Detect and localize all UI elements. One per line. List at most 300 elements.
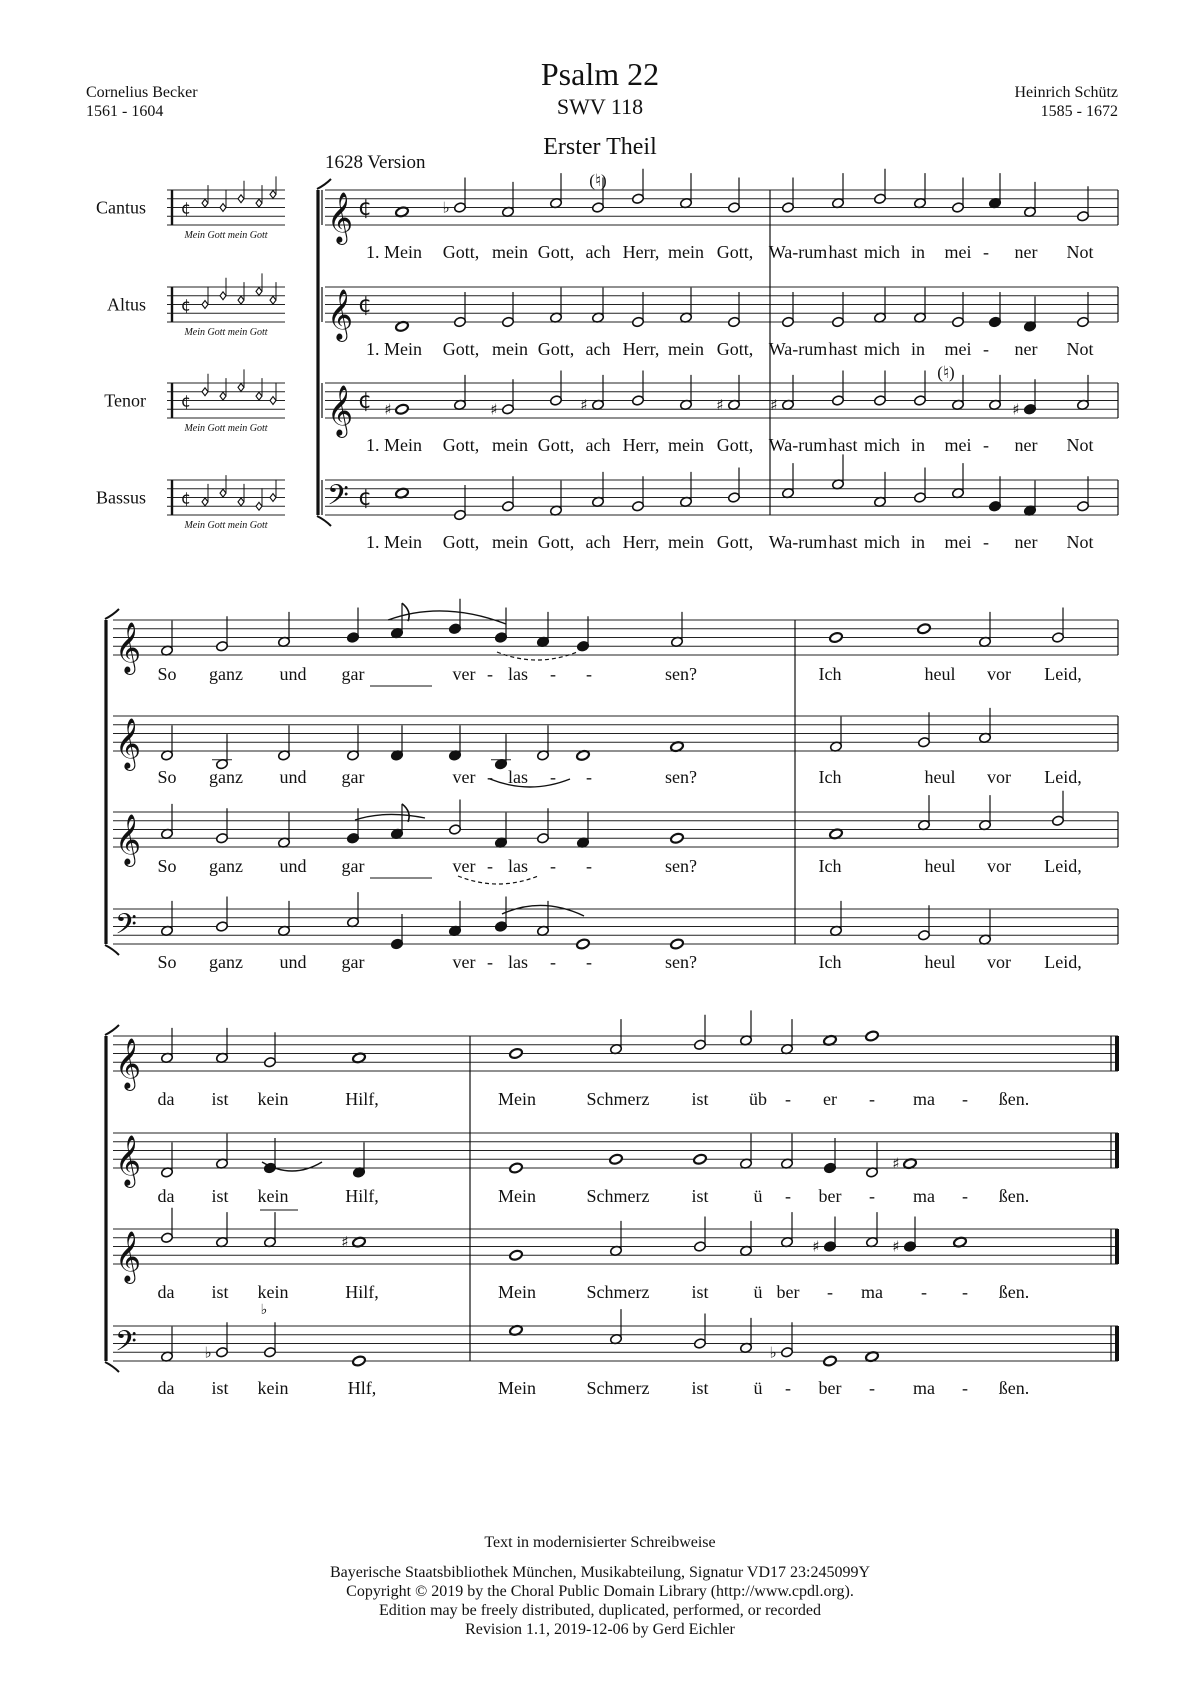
lyric-syllable: mein: [668, 532, 704, 552]
note: [952, 178, 965, 214]
accidental-icon: ♯: [812, 1237, 820, 1256]
note: [550, 173, 563, 209]
note: [216, 1134, 229, 1170]
note: [874, 371, 887, 407]
lyric-syllable: Not: [1066, 242, 1094, 262]
lyric-syllable: Gott,: [537, 435, 575, 455]
note: [918, 712, 931, 748]
note: [832, 454, 845, 490]
lyric-syllable: Schmerz: [586, 1378, 650, 1398]
lyric-syllable: mein: [492, 242, 528, 262]
lyric-syllable: ach: [585, 339, 611, 359]
lyric-syllable: ganz: [209, 856, 243, 876]
footer-line: Copyright © 2019 by the Choral Public Domain Library (http://www.cpdl.org).: [346, 1583, 854, 1600]
lyric-syllable: -: [983, 532, 989, 552]
lyric-syllable: ist: [691, 1378, 709, 1398]
lyric-syllable: -: [983, 242, 989, 262]
note: [347, 808, 360, 844]
note: [770, 375, 794, 414]
accidental-icon: ♯: [770, 395, 778, 414]
lyric-syllable: er: [823, 1089, 837, 1109]
lyric-syllable: heul: [924, 856, 956, 876]
incipit-note: [202, 388, 208, 396]
note: [952, 292, 965, 328]
incipit-label: Mein Gott mein Gott: [184, 230, 268, 241]
bracket-hook: [317, 179, 331, 189]
note: [740, 1134, 753, 1170]
note: [278, 725, 291, 761]
note: [161, 621, 174, 657]
note: [264, 1322, 277, 1358]
lyric-syllable: sen?: [665, 664, 697, 684]
footer-line: Edition may be freely distributed, duplicated, performed, or recorded: [378, 1602, 822, 1619]
note: [632, 169, 645, 205]
lyric-syllable: gar: [341, 856, 365, 876]
lyric-syllable: Wa-rum: [768, 339, 828, 359]
note: [740, 1318, 753, 1354]
accidental-icon: ♭: [204, 1343, 212, 1362]
lyric-syllable: Gott,: [442, 242, 480, 262]
note: [918, 905, 931, 941]
lyric-syllable: mein: [668, 339, 704, 359]
lyric-syllable: mei: [944, 242, 972, 262]
lyric-syllable: hast: [828, 435, 858, 455]
note: [161, 901, 174, 937]
note: [830, 901, 843, 937]
lyric-syllable: Not: [1066, 339, 1094, 359]
note: [832, 292, 845, 328]
note: [670, 832, 684, 844]
lyric-syllable: vor: [987, 856, 1011, 876]
note: [694, 1314, 707, 1350]
note: [495, 813, 508, 849]
lyric-syllable: Wa-rum: [768, 435, 828, 455]
lyric-syllable: So: [157, 856, 177, 876]
accidental-icon: ♭: [442, 198, 450, 217]
note: [829, 632, 843, 644]
lyric-syllable: heul: [924, 952, 956, 972]
note: [391, 603, 410, 639]
treble-clef-icon: 𝄞: [115, 1038, 142, 1089]
editorial-flat-icon: ♭: [260, 1302, 268, 1318]
footer: [0, 1533, 1200, 1639]
notehead: [693, 1153, 707, 1165]
notehead: [823, 1355, 837, 1367]
note: [509, 1162, 523, 1174]
lyric-syllable: kein: [257, 1282, 289, 1302]
note: [204, 1322, 228, 1361]
note: [550, 481, 563, 517]
lyric-syllable: -: [550, 856, 556, 876]
note-flag: [402, 804, 409, 822]
note: [740, 1221, 753, 1257]
note: [454, 485, 467, 521]
note: [781, 1134, 794, 1170]
lyric-syllable: Mein: [498, 1378, 536, 1398]
lyric-syllable: -: [487, 767, 493, 787]
note: [449, 599, 462, 635]
time-signature-icon: ¢: [358, 388, 372, 414]
staff: [113, 620, 1118, 655]
note: [347, 892, 360, 928]
lyric-syllable: ist: [211, 1186, 229, 1206]
lyric-syllable: las: [508, 952, 528, 972]
lyric-syllable: sen?: [665, 856, 697, 876]
accidental-icon: ♯: [716, 395, 724, 414]
note: [509, 1249, 523, 1261]
note: [216, 616, 229, 652]
lyric-syllable: -: [586, 856, 592, 876]
note: [716, 375, 740, 414]
lyric-syllable: ü: [753, 1282, 763, 1302]
note-flag: [402, 603, 409, 621]
lyric-syllable: 1. Mein: [366, 435, 422, 455]
lyric-syllable: ber: [776, 1282, 800, 1302]
lyric-syllable: Ich: [818, 767, 842, 787]
lyric-syllable: Gott,: [442, 339, 480, 359]
lyric-syllable: ach: [585, 242, 611, 262]
lyric-syllable: Not: [1066, 435, 1094, 455]
lyric-syllable: -: [869, 1186, 875, 1206]
version-label: 1628 Version: [325, 152, 426, 173]
note: [161, 1142, 174, 1178]
lyric-syllable: Mein: [498, 1186, 536, 1206]
lyric-syllable: und: [279, 767, 307, 787]
lyric-syllable: -: [962, 1282, 968, 1302]
lyric-syllable: ber: [818, 1186, 842, 1206]
notehead: [917, 623, 931, 635]
lyric-syllable: vor: [987, 767, 1011, 787]
treble-clef-icon: 𝄞: [115, 1135, 142, 1186]
note: [537, 612, 550, 648]
note: [728, 292, 741, 328]
note: [1052, 791, 1065, 827]
lyric-syllable: -: [487, 856, 493, 876]
accidental-icon: ♯: [490, 400, 498, 419]
note: [812, 1217, 836, 1256]
lyric-syllable: Ich: [818, 664, 842, 684]
incipit-label: Mein Gott mein Gott: [184, 520, 268, 531]
notehead: [609, 1153, 623, 1165]
lyric-syllable: ma: [913, 1089, 935, 1109]
note: [728, 468, 741, 504]
lyric-syllable: ganz: [209, 952, 243, 972]
treble-clef-icon: 𝄞: [327, 385, 354, 436]
notehead: [509, 1162, 523, 1174]
bracket-hook: [105, 1025, 119, 1035]
lyric-syllable: -: [983, 339, 989, 359]
incipit-note: [220, 292, 226, 300]
note: [769, 1322, 793, 1361]
note: [892, 1155, 917, 1173]
lyric-syllable: ßen.: [998, 1282, 1030, 1302]
lyric-syllable: -: [962, 1186, 968, 1206]
lyric-syllable: So: [157, 952, 177, 972]
note: [502, 292, 515, 328]
catalog-number: SWV 118: [556, 94, 644, 119]
lyric-syllable: kein: [257, 1089, 289, 1109]
accidental-icon: ♯: [892, 1237, 900, 1256]
lyric-syllable: ach: [585, 435, 611, 455]
note: [952, 463, 965, 499]
lyric-syllable: Not: [1066, 532, 1094, 552]
note: [670, 938, 684, 950]
note: [576, 938, 590, 950]
lyric-syllable: Leid,: [1044, 664, 1082, 684]
treble-clef-icon: 𝄞: [115, 814, 142, 865]
treble-clef-icon: 𝄞: [115, 622, 142, 673]
note: [1077, 186, 1090, 222]
lyric-syllable: mich: [864, 435, 900, 455]
accidental-icon: ♯: [384, 400, 392, 419]
lyric-syllable: 1. Mein: [366, 532, 422, 552]
lyric-syllable: ver: [452, 856, 476, 876]
lyric-syllable: So: [157, 664, 177, 684]
note: [278, 901, 291, 937]
editorial-accidental: (♮): [589, 171, 607, 190]
slur: [490, 779, 570, 787]
lyric-syllable: -: [869, 1378, 875, 1398]
notehead: [670, 832, 684, 844]
lyric-syllable: in: [910, 242, 926, 262]
treble-clef-icon: 𝄞: [115, 1231, 142, 1282]
lyric-syllable: in: [910, 532, 926, 552]
notehead: [395, 403, 409, 415]
footer-note: Text in modernisierter Schreibweise: [484, 1534, 716, 1551]
lyric-syllable: Hilf,: [345, 1186, 379, 1206]
lyric-syllable: ßen.: [998, 1378, 1030, 1398]
lyric-syllable: ist: [211, 1089, 229, 1109]
lyric-syllable: ist: [211, 1282, 229, 1302]
notehead: [509, 1048, 523, 1060]
lyric-syllable: -: [921, 1282, 927, 1302]
lyric-syllable: Gott,: [716, 242, 754, 262]
note: [979, 708, 992, 744]
note: [823, 1355, 837, 1367]
treble-clef-icon: 𝄞: [327, 289, 354, 340]
note: [577, 813, 590, 849]
note: [979, 612, 992, 648]
lyric-syllable: Hilf,: [345, 1282, 379, 1302]
staff: [113, 716, 1118, 751]
lyric-syllable: las: [508, 767, 528, 787]
incipit-note: [238, 296, 244, 304]
note: [728, 178, 741, 214]
lyric-syllable: 1. Mein: [366, 242, 422, 262]
note: [680, 288, 693, 324]
note: [537, 808, 550, 844]
note: [449, 800, 462, 836]
note: [161, 725, 174, 761]
lyric-syllable: ist: [691, 1089, 709, 1109]
note: [161, 804, 174, 840]
note: [632, 476, 645, 512]
note: [979, 910, 992, 946]
lyric-syllable: Leid,: [1044, 856, 1082, 876]
editorial-slur: [497, 652, 577, 660]
lyric-syllable: Herr,: [622, 435, 660, 455]
note: [989, 292, 1002, 328]
treble-clef-icon: 𝄞: [115, 718, 142, 769]
lyric-syllable: las: [508, 664, 528, 684]
incipit-note: [270, 397, 276, 405]
accidental-icon: ♯: [580, 395, 588, 414]
editorial-slur: [458, 876, 538, 884]
incipit-note: [202, 498, 208, 506]
note: [502, 182, 515, 218]
bass-clef-icon: 𝄢: [115, 1325, 137, 1365]
incipit-note: [220, 392, 226, 400]
incipit-note: [220, 489, 226, 497]
accidental-icon: ♯: [892, 1154, 900, 1173]
note: [454, 292, 467, 328]
composer-dates: 1585 - 1672: [1040, 103, 1118, 120]
note: [632, 292, 645, 328]
lyric-syllable: ner: [1014, 532, 1038, 552]
lyric-syllable: ü: [753, 1378, 763, 1398]
note: [491, 734, 511, 770]
lyric-syllable: Herr,: [622, 339, 660, 359]
note: [671, 612, 684, 648]
notehead: [865, 1030, 879, 1042]
note: [550, 371, 563, 407]
lyric-syllable: ver: [452, 952, 476, 972]
note: [592, 288, 605, 324]
lyric-syllable: ßen.: [998, 1186, 1030, 1206]
note: [832, 371, 845, 407]
note: [866, 1142, 879, 1178]
footer-line: Bayerische Staatsbibliothek München, Musikabteilung, Signatur VD17 23:245099Y: [329, 1564, 871, 1581]
page-title: Psalm 22: [540, 56, 660, 92]
accidental-icon: ♯: [341, 1233, 349, 1252]
note: [979, 795, 992, 831]
staff: [325, 480, 1118, 515]
lyric-syllable: Gott,: [716, 339, 754, 359]
note: [495, 608, 508, 644]
note: [914, 468, 927, 504]
note: [1077, 476, 1090, 512]
lyric-syllable: -: [487, 664, 493, 684]
lyric-syllable: da: [157, 1378, 175, 1398]
accidental-icon: ♭: [769, 1343, 777, 1362]
lyric-syllable: Herr,: [622, 532, 660, 552]
lyric-syllable: Schmerz: [586, 1089, 650, 1109]
incipit-note: [256, 392, 262, 400]
incipit-note: [256, 199, 262, 207]
note: [694, 1015, 707, 1051]
notehead: [670, 938, 684, 950]
note: [874, 169, 887, 205]
note: [1024, 481, 1037, 517]
lyric-syllable: Hlf,: [347, 1378, 377, 1398]
note: [1077, 375, 1090, 411]
note: [347, 725, 360, 761]
lyric-syllable: -: [550, 664, 556, 684]
note: [391, 804, 410, 840]
lyric-syllable: da: [157, 1089, 175, 1109]
note: [914, 173, 927, 209]
note: [1024, 296, 1037, 332]
note: [341, 1233, 366, 1251]
lyric-syllable: Gott,: [537, 339, 575, 359]
bass-clef-icon: 𝄢: [115, 908, 137, 948]
incipit-note: [238, 383, 244, 391]
lyric-syllable: -: [586, 952, 592, 972]
note: [694, 1217, 707, 1253]
lyric-syllable: in: [910, 339, 926, 359]
note: [918, 795, 931, 831]
note: [264, 1032, 277, 1068]
note: [989, 173, 1002, 209]
lyric-syllable: gar: [341, 664, 365, 684]
lyric-syllable: So: [157, 767, 177, 787]
lyric-syllable: Schmerz: [586, 1186, 650, 1206]
lyric-syllable: mein: [492, 532, 528, 552]
note: [442, 178, 466, 217]
lyric-syllable: ner: [1014, 339, 1038, 359]
editorial-accidental: (♮): [937, 363, 955, 382]
lyric-syllable: Mein: [498, 1089, 536, 1109]
lyric-syllable: 1. Mein: [366, 339, 422, 359]
note: [1077, 292, 1090, 328]
lyric-syllable: kein: [257, 1186, 289, 1206]
lyric-syllable: ßen.: [998, 1089, 1030, 1109]
note: [577, 616, 590, 652]
lyric-syllable: hast: [828, 242, 858, 262]
lyric-syllable: ma: [913, 1186, 935, 1206]
note: [914, 288, 927, 324]
note: [353, 1142, 366, 1178]
lyric-syllable: Leid,: [1044, 767, 1082, 787]
treble-clef-icon: 𝄞: [327, 192, 354, 243]
lyric-syllable: ist: [211, 1378, 229, 1398]
lyric-syllable: hast: [828, 339, 858, 359]
note: [610, 1221, 623, 1257]
note: [874, 472, 887, 508]
note: [550, 288, 563, 324]
lyric-syllable: Wa-rum: [768, 242, 828, 262]
voice-label: Bassus: [95, 487, 146, 508]
note: [989, 375, 1002, 411]
incipit-label: Mein Gott mein Gott: [184, 327, 268, 338]
lyric-syllable: ach: [585, 532, 611, 552]
note: [391, 725, 404, 761]
note: [874, 288, 887, 324]
note: [384, 400, 409, 418]
note: [632, 371, 645, 407]
lyric-syllable: Gott,: [442, 532, 480, 552]
note: [509, 1048, 523, 1060]
note: [161, 1208, 174, 1244]
lyric-syllable: -: [785, 1378, 791, 1398]
lyric-syllable: mich: [864, 532, 900, 552]
lyric-syllable: gar: [341, 952, 365, 972]
voice-label: Altus: [106, 294, 146, 315]
lyric-syllable: Gott,: [537, 242, 575, 262]
time-signature-icon: ¢: [180, 488, 192, 508]
lyric-syllable: da: [157, 1282, 175, 1302]
lyric-syllable: Ich: [818, 952, 842, 972]
notehead: [509, 1249, 523, 1261]
time-signature-icon: ¢: [358, 485, 372, 511]
note: [610, 1309, 623, 1345]
lyric-syllable: sen?: [665, 767, 697, 787]
note: [1052, 608, 1065, 644]
lyric-syllable: Gott,: [716, 532, 754, 552]
note: [782, 292, 795, 328]
note: [1012, 379, 1036, 418]
note: [782, 178, 795, 214]
